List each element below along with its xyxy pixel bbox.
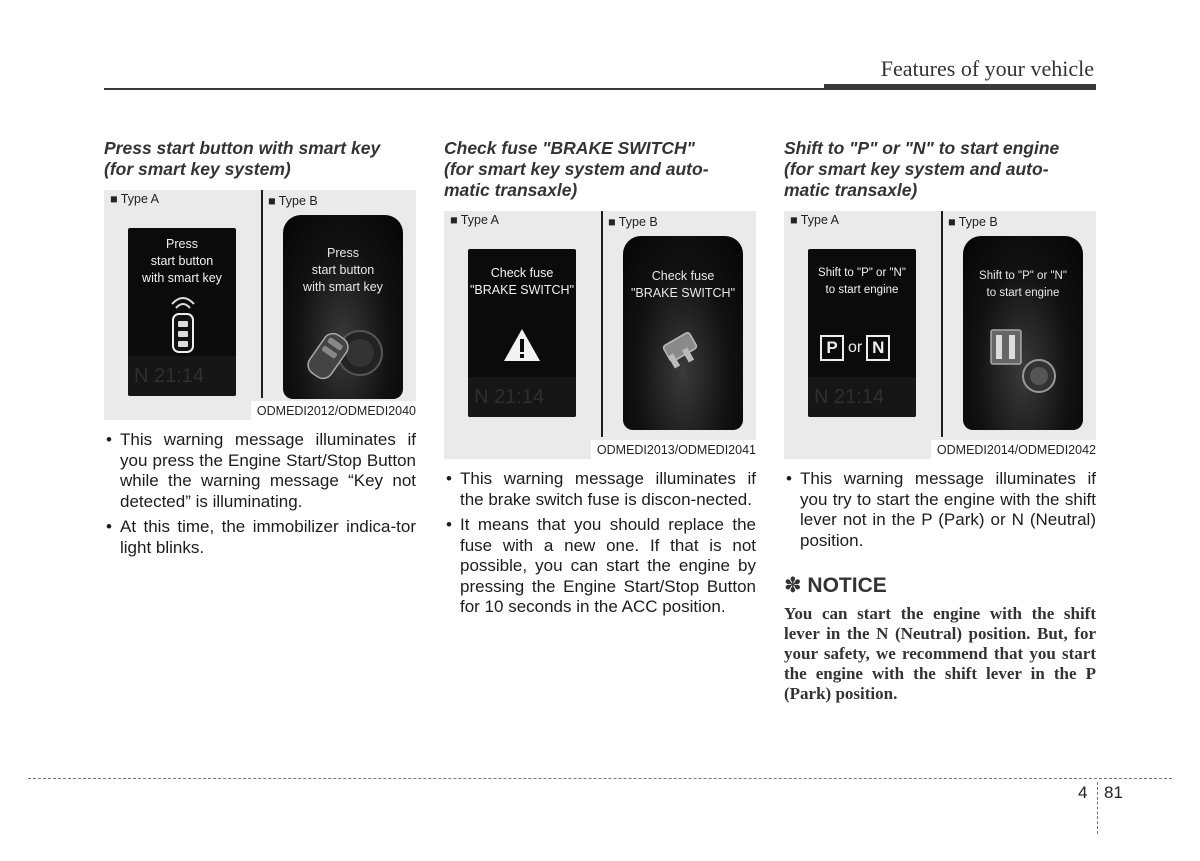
figure-code: ODMEDI2012/ODMEDI2040	[251, 401, 416, 420]
section-shift-to-p-or-n	[784, 138, 1096, 704]
odometer-background: N 21:14	[468, 377, 576, 417]
section-title: Shift to "P" or "N" to start engine (for smart key system and auto- matic transaxle)	[784, 138, 1060, 200]
gear-p-box: P	[820, 335, 844, 361]
type-a-label: ■ Type A	[450, 213, 500, 227]
bullet-list	[104, 430, 416, 558]
footer-rule	[28, 778, 1172, 779]
bullet-list	[444, 469, 756, 618]
header-title: Features of your vehicle	[880, 56, 1094, 81]
header-rule-accent	[824, 84, 1096, 90]
type-a-label: ■ Type A	[790, 213, 840, 227]
figure-divider	[601, 211, 603, 437]
gear-n-box: N	[866, 335, 890, 361]
shift-lever-icon	[987, 326, 1063, 396]
display-message: Press start button with smart key	[142, 237, 222, 285]
type-b-label: ■ Type B	[608, 215, 658, 229]
display-message: Check fuse "BRAKE SWITCH"	[469, 266, 575, 297]
footer-divider	[1097, 782, 1098, 834]
bullet-item: • This warning message illuminates if you press the Engine Start/Stop Button while the warning message “Key not detected” is illuminating.	[104, 430, 416, 512]
chapter-number: 4	[1078, 783, 1088, 802]
section-check-fuse	[444, 138, 756, 623]
section-title: Press start button with smart key (for smart key system)	[104, 138, 381, 179]
notice-title: ✽ NOTICE	[784, 574, 887, 597]
cluster-display-type-b	[623, 236, 743, 430]
figure-shift-lever	[784, 211, 1096, 459]
section-press-start-button	[104, 138, 416, 563]
cluster-display-type-a	[468, 249, 576, 417]
gear-indicator-p-or-n	[820, 335, 890, 361]
bullet-item: • It means that you should replace the fuse with a new one. If that is not possible, you can start the engine by pressing the Engine Start/Stop Button for 10 seconds in the ACC position.	[444, 515, 756, 618]
display-message: Shift to "P" or "N" to start engine	[818, 267, 906, 296]
type-b-label: ■ Type B	[268, 194, 318, 208]
smart-key-icon	[166, 294, 200, 356]
figure-press-start	[104, 190, 416, 420]
bullet-item: • This warning message illuminates if you try to start the engine with the shift lever not in the P (Park) or N (Neutral) position.	[784, 469, 1096, 551]
display-message: Check fuse "BRAKE SWITCH"	[630, 269, 736, 300]
bullet-item: • At this time, the immobilizer indica-tor light blinks.	[104, 517, 416, 558]
figure-divider	[941, 211, 943, 437]
type-b-label: ■ Type B	[948, 215, 998, 229]
cluster-display-type-b	[283, 215, 403, 399]
gear-or-text: or	[848, 339, 863, 356]
figure-code: ODMEDI2013/ODMEDI2041	[591, 440, 756, 459]
figure-check-fuse	[444, 211, 756, 459]
page-number: 81	[1104, 783, 1123, 802]
bullet-item: • This warning message illuminates if the brake switch fuse is discon-nected.	[444, 469, 756, 510]
odometer-background: N 21:14	[808, 377, 916, 417]
notice-body: You can start the engine with the shift lever in the N (Neutral) position. But, for your safety, we recommend that you start the engine with the shift lever in the P (Park) position.	[784, 604, 1096, 703]
type-a-label: ■ Type A	[110, 192, 160, 206]
warning-triangle-icon	[502, 327, 542, 363]
cluster-display-type-a	[808, 249, 916, 417]
cluster-display-type-a	[128, 228, 236, 396]
display-message: Shift to "P" or "N" to start engine	[979, 270, 1067, 299]
display-message: Press start button with smart key	[303, 246, 383, 294]
cluster-display-type-b	[963, 236, 1083, 430]
figure-code: ODMEDI2014/ODMEDI2042	[931, 440, 1096, 459]
odometer-background: N 21:14	[128, 356, 236, 396]
figure-divider	[261, 190, 263, 398]
section-title: Check fuse "BRAKE SWITCH" (for smart key system and auto- matic transaxle)	[444, 138, 709, 200]
smart-key-fob-icon	[305, 313, 385, 383]
fuse-icon	[659, 332, 707, 372]
bullet-list	[784, 469, 1096, 551]
